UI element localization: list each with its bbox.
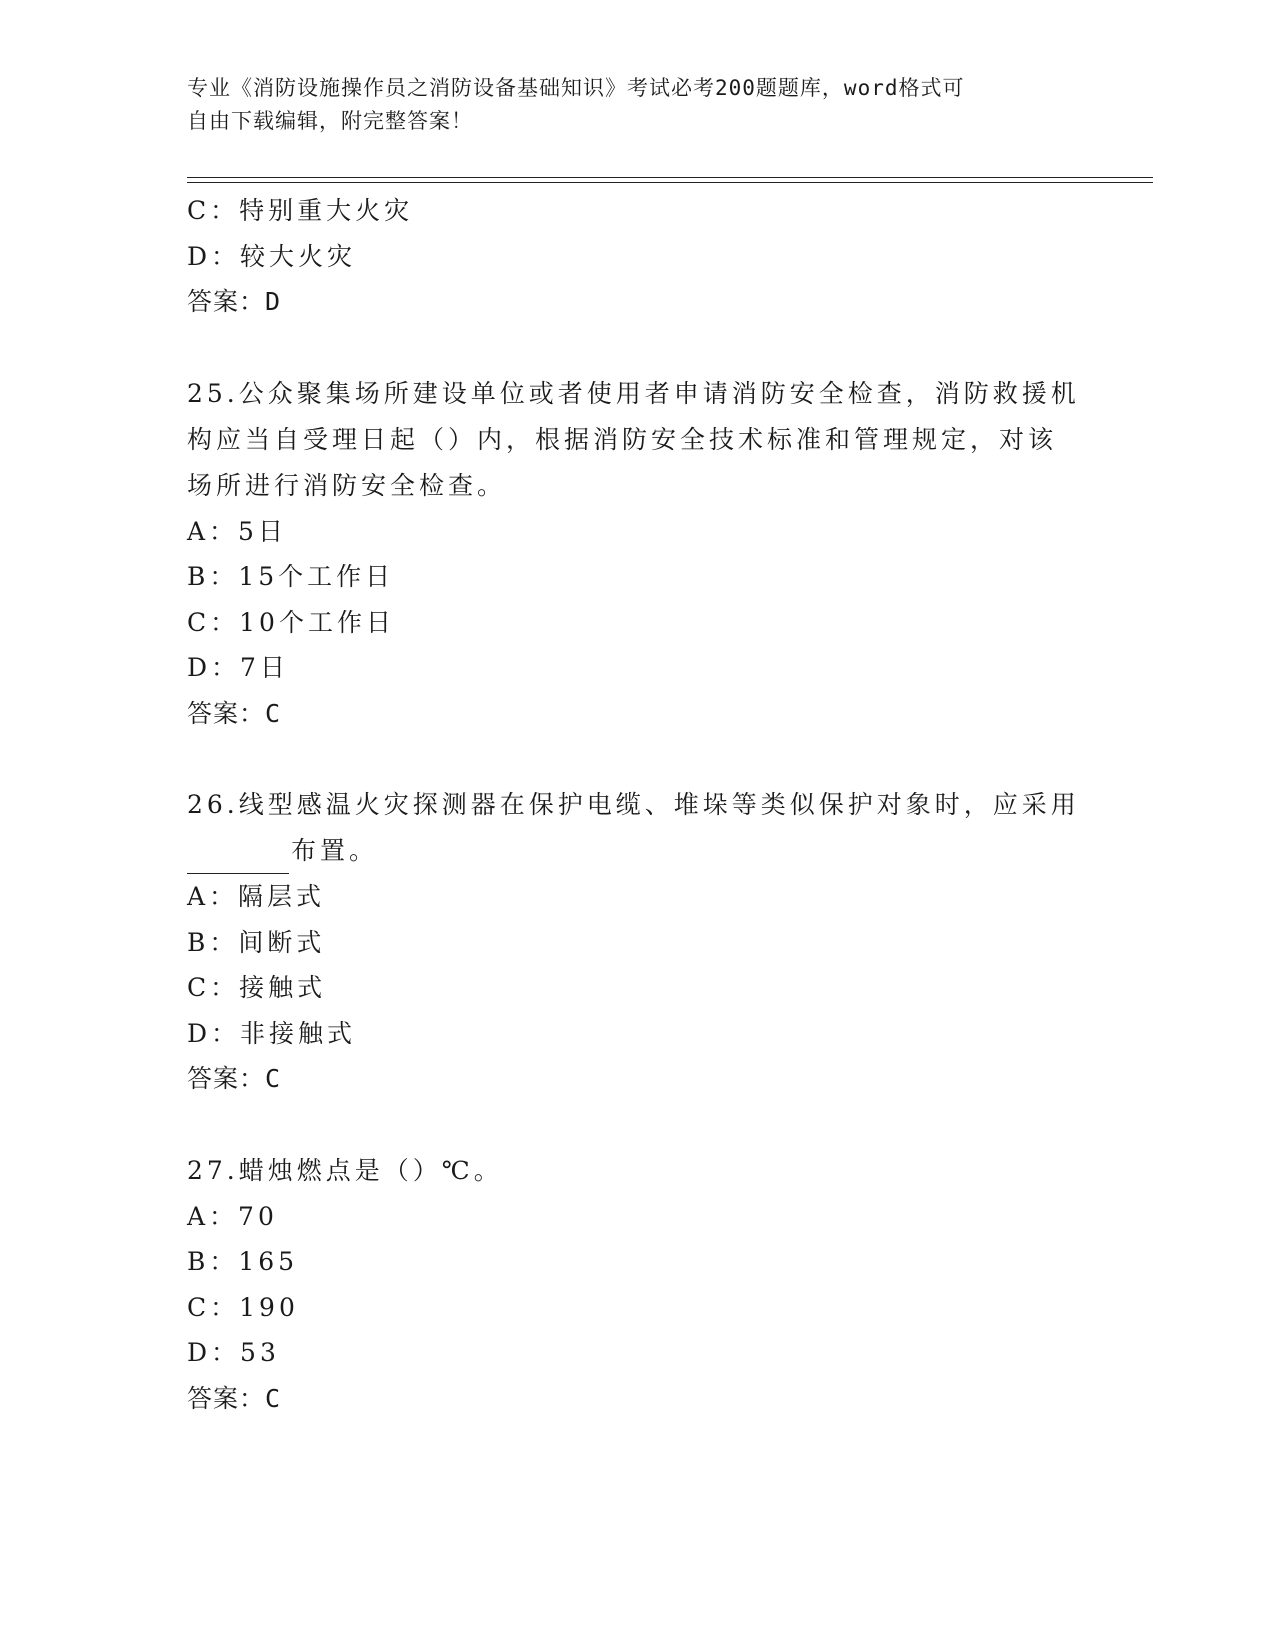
header-rule-bottom — [187, 182, 1153, 183]
question-25-text-line-2: 构应当自受理日起（）内，根据消防安全技术标准和管理规定，对该 — [187, 424, 1058, 454]
fill-in-blank — [187, 845, 289, 874]
spacer — [187, 736, 1087, 782]
document-header — [187, 72, 1067, 138]
question-27-text-line-1: 27.蜡烛燃点是（）℃。 — [187, 1155, 503, 1185]
question-26-text-line-2 — [187, 828, 1087, 874]
question-26-text-after-blank: 布置。 — [291, 836, 379, 865]
question-27-option-c: C：190 — [187, 1292, 299, 1322]
header-rule-top — [187, 177, 1153, 178]
question-25-option-a: A：5日 — [187, 516, 287, 546]
spacer — [187, 325, 1087, 371]
question-27-option-b: B：165 — [187, 1247, 299, 1276]
question-25-answer: 答案：C — [187, 698, 282, 728]
question-26-option-c: C：接触式 — [187, 973, 327, 1002]
question-27-option-d: D：53 — [187, 1338, 280, 1367]
question-27 — [187, 1148, 1087, 1422]
question-25-text-line-1: 25.公众聚集场所建设单位或者使用者申请消防安全检查，消防救援机 — [187, 378, 1080, 408]
question-25 — [187, 371, 1087, 737]
header-line-2: 自由下载编辑，附完整答案！ — [187, 109, 473, 133]
prev-option-c: C：特别重大火灾 — [187, 196, 414, 225]
question-25-option-b: B：15个工作日 — [187, 562, 395, 591]
header-line-1: 专业《消防设施操作员之消防设备基础知识》考试必考200题题库，word格式可 — [187, 76, 965, 100]
question-27-answer: 答案：C — [187, 1383, 282, 1413]
prev-option-d: D：较大火灾 — [187, 241, 357, 271]
question-content — [187, 188, 1087, 1421]
spacer — [187, 1102, 1087, 1148]
question-27-option-a: A：70 — [187, 1201, 278, 1231]
question-26-option-b: B：间断式 — [187, 927, 326, 957]
question-25-option-d: D：7日 — [187, 653, 289, 682]
question-26-option-d: D：非接触式 — [187, 1018, 357, 1048]
prev-answer: 答案：D — [187, 287, 282, 316]
question-26-answer: 答案：C — [187, 1064, 282, 1093]
question-26 — [187, 782, 1087, 1102]
question-26-text-line-1: 26.线型感温火灾探测器在保护电缆、堆垛等类似保护对象时，应采用 — [187, 790, 1080, 819]
question-26-option-a: A：隔层式 — [187, 882, 326, 911]
question-25-option-c: C：10个工作日 — [187, 607, 395, 637]
question-25-text-line-3: 场所进行消防安全检查。 — [187, 470, 507, 500]
